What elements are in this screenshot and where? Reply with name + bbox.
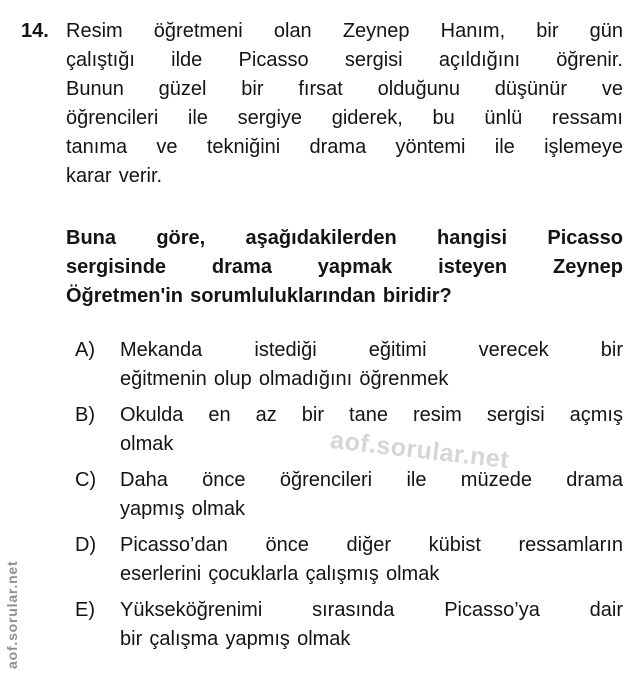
option-text-line: yapmış olmak: [120, 498, 245, 520]
question-stem-line: Öğretmen'in sorumluluklarından biridir?: [66, 285, 452, 307]
option-letter: E): [75, 599, 95, 621]
question-content: [66, 17, 623, 661]
question-body-line: karar verir.: [66, 165, 163, 187]
option-text: [120, 336, 623, 394]
option-text-line: bir çalışma yapmış olmak: [120, 628, 351, 650]
option-letter: C): [75, 469, 97, 491]
watermark-side: aof.sorular.net: [4, 560, 20, 669]
question-body-line: Bunun güzel bir fırsat olduğunu düşünür ve: [66, 78, 623, 100]
option-row-c: [66, 466, 623, 524]
question-number: 14.: [21, 20, 49, 42]
question-stem-line: Buna göre, aşağıdakilerden hangisi Picasso: [66, 227, 623, 249]
option-text-line: Picasso’dan önce diğer kübist ressamların: [120, 534, 623, 556]
question-stem: [66, 224, 623, 311]
option-text-line: eğitmenin olup olmadığını öğrenmek: [120, 368, 449, 390]
option-row-d: [66, 531, 623, 589]
option-text-line: eserlerini çocuklarla çalışmış olmak: [120, 563, 440, 585]
watermark-center: aof.sorular.net: [328, 426, 511, 475]
question-body-line: tanıma ve tekniğini drama yöntemi ile işlemeye: [66, 136, 623, 158]
option-text-line: Daha önce öğrencileri ile müzede drama: [120, 469, 623, 491]
options-list: [66, 336, 623, 654]
option-row-a: [66, 336, 623, 394]
question-body-line: öğrencileri ile sergiye giderek, bu ünlü ressamı: [66, 107, 623, 129]
option-text-line: olmak: [120, 433, 174, 455]
option-text-line: Yükseköğrenimi sırasında Picasso’ya dair: [120, 599, 623, 621]
question-body-line: çalıştığı ilde Picasso sergisi açıldığını öğrenir.: [66, 49, 623, 71]
option-text-line: Mekanda istediği eğitimi verecek bir: [120, 339, 623, 361]
question-body: [66, 17, 623, 191]
option-letter: D): [75, 534, 97, 556]
question-body-line: Resim öğretmeni olan Zeynep Hanım, bir gün: [66, 20, 623, 42]
option-row-b: [66, 401, 623, 459]
option-row-e: [66, 596, 623, 654]
option-text: [120, 401, 623, 459]
option-text: [120, 466, 623, 524]
option-text: [120, 596, 623, 654]
option-text: [120, 531, 623, 589]
option-text-line: Okulda en az bir tane resim sergisi açmış: [120, 404, 623, 426]
question-stem-line: sergisinde drama yapmak isteyen Zeynep: [66, 256, 623, 278]
option-letter: A): [75, 339, 95, 361]
option-letter: B): [75, 404, 95, 426]
